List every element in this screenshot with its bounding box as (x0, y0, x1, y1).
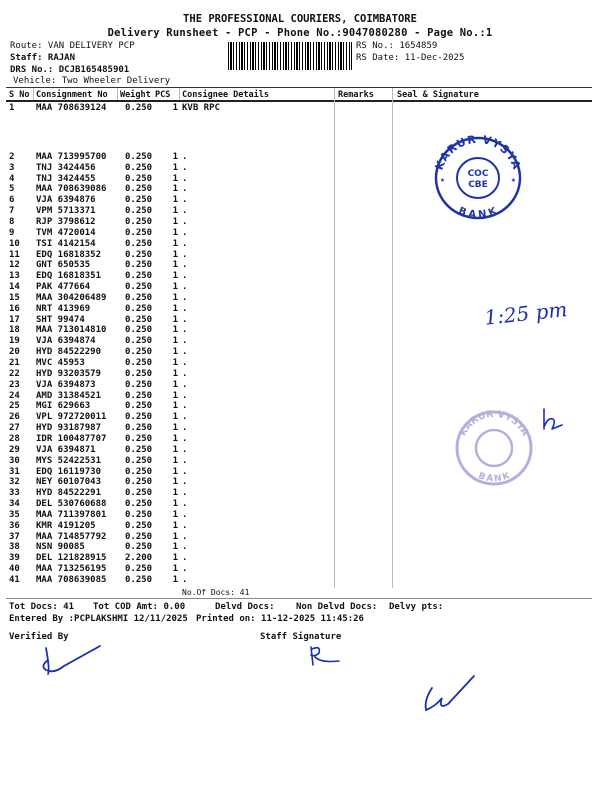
row-pcs: 1 (172, 444, 178, 455)
row-consignee: . (182, 401, 188, 412)
table-row (0, 260, 600, 270)
row-pcs: 1 (172, 477, 178, 488)
row-consignee: . (182, 433, 188, 444)
row-consignment-no: TNJ 3424455 (36, 173, 96, 184)
table-row (0, 103, 600, 113)
row-weight: 0.250 (125, 520, 153, 531)
row-sno: 39 (9, 553, 20, 564)
row-pcs: 1 (172, 564, 178, 575)
row-consignee: . (182, 531, 188, 542)
row-weight: 0.250 (125, 227, 153, 238)
row-consignment-no: VJA 6394876 (36, 195, 96, 206)
row-consignee: . (182, 195, 188, 206)
row-sno: 10 (9, 238, 20, 249)
col-sno: S No (9, 90, 30, 100)
row-consignment-no: MAA 714857792 (36, 531, 107, 542)
row-pcs: 1 (172, 379, 178, 390)
row-pcs: 1 (172, 575, 178, 585)
row-weight: 0.250 (125, 325, 153, 336)
row-consignment-no: DEL 530760688 (36, 499, 107, 510)
row-pcs: 1 (172, 249, 178, 260)
row-weight: 0.250 (125, 390, 153, 401)
row-consignee: . (182, 292, 188, 303)
row-weight: 0.250 (125, 358, 153, 368)
row-sno: 6 (9, 195, 15, 206)
staff-label: Staff: RAJAN (10, 53, 76, 63)
stamp-star-icon: ★ (511, 175, 516, 184)
row-weight: 0.250 (125, 249, 153, 260)
row-consignment-no: VPM 5713371 (36, 206, 96, 217)
no-of-docs: No.Of Docs: 41 (182, 588, 250, 597)
table-row (0, 358, 600, 368)
table-top-rule (6, 87, 592, 88)
row-consignment-no: MYS 52422531 (36, 455, 102, 466)
company-title: THE PROFESSIONAL COURIERS, COIMBATORE (183, 13, 417, 25)
row-pcs: 1 (172, 216, 178, 227)
row-consignee: . (182, 173, 188, 184)
row-consignee: . (182, 184, 188, 195)
row-consignment-no: TSI 4142154 (36, 238, 96, 249)
table-row (0, 499, 600, 509)
row-weight: 0.250 (125, 184, 153, 195)
stamp-bottom-text: BANK (476, 471, 512, 485)
row-sno: 15 (9, 292, 20, 303)
row-sno: 35 (9, 509, 20, 520)
row-pcs: 1 (172, 303, 178, 314)
row-sno: 17 (9, 314, 20, 325)
row-consignee: . (182, 325, 188, 336)
handwritten-time (480, 290, 580, 330)
row-consignee: . (182, 227, 188, 238)
row-sno: 20 (9, 347, 20, 358)
row-consignment-no: MAA 713995700 (36, 151, 107, 162)
table-row (0, 553, 600, 563)
row-pcs: 1 (172, 282, 178, 293)
row-sno: 33 (9, 488, 20, 499)
row-pcs: 1 (172, 423, 178, 434)
table-header (0, 90, 600, 100)
row-pcs: 1 (172, 151, 178, 162)
row-consignee: . (182, 564, 188, 575)
row-weight: 0.250 (125, 401, 153, 412)
row-pcs: 1 (172, 260, 178, 271)
row-sno: 28 (9, 433, 20, 444)
row-sno: 5 (9, 184, 15, 195)
row-consignee: . (182, 162, 188, 173)
row-sno: 21 (9, 358, 20, 368)
stamp-top-text: KARUR VYSYA (457, 408, 531, 438)
col-divider (117, 88, 118, 100)
row-consignment-no: MAA 708639085 (36, 575, 107, 585)
row-consignee: . (182, 260, 188, 271)
row-weight: 0.250 (125, 303, 153, 314)
row-sno: 36 (9, 520, 20, 531)
row-weight: 0.250 (125, 455, 153, 466)
table-row (0, 575, 600, 585)
tot-docs: Tot Docs: 41 (9, 602, 75, 612)
row-weight: 0.250 (125, 433, 153, 444)
row-sno: 23 (9, 379, 20, 390)
row-pcs: 1 (172, 173, 178, 184)
row-weight: 0.250 (125, 260, 153, 271)
col-pcs: PCS (155, 90, 171, 100)
row-weight: 0.250 (125, 173, 153, 184)
row-pcs: 1 (172, 509, 178, 520)
row-consignee: . (182, 553, 188, 564)
stamp-star-icon: ★ (440, 175, 445, 184)
row-pcs: 1 (172, 412, 178, 423)
row-consignment-no: EDQ 16818352 (36, 249, 102, 260)
row-sno: 11 (9, 249, 20, 260)
row-consignee: . (182, 358, 188, 368)
row-consignee: . (182, 466, 188, 477)
row-pcs: 1 (172, 162, 178, 173)
row-sno: 22 (9, 368, 20, 379)
row-consignee: . (182, 412, 188, 423)
route-label: Route: VAN DELIVERY PCP (10, 41, 135, 51)
row-weight: 0.250 (125, 477, 153, 488)
row-consignee: . (182, 575, 188, 585)
bank-stamp-faint (450, 405, 538, 491)
row-consignment-no: TVM 4720014 (36, 227, 96, 238)
barcode (228, 42, 352, 70)
row-consignee: . (182, 509, 188, 520)
row-consignment-no: PAK 477664 (36, 282, 91, 293)
row-consignment-no: HYD 84522290 (36, 347, 102, 358)
row-weight: 0.250 (125, 216, 153, 227)
row-consignee: . (182, 151, 188, 162)
row-consignee: . (182, 379, 188, 390)
row-consignment-no: DEL 121828915 (36, 553, 107, 564)
row-sno: 12 (9, 260, 20, 271)
row-consignee: . (182, 206, 188, 217)
table-row (0, 250, 600, 260)
row-consignee: . (182, 216, 188, 227)
row-pcs: 1 (172, 325, 178, 336)
staff-signature-label: Staff Signature (260, 632, 342, 642)
row-weight: 0.250 (125, 466, 153, 477)
col-consignee: Consignee Details (182, 90, 269, 100)
row-consignment-no: HYD 93203579 (36, 368, 102, 379)
table-row (0, 510, 600, 520)
svg-text:1:25 pm: 1:25 pm (483, 297, 569, 330)
row-consignment-no: VPL 972720011 (36, 412, 107, 423)
rs-date: RS Date: 11-Dec-2025 (356, 53, 465, 63)
row-pcs: 1 (172, 314, 178, 325)
table-row (0, 369, 600, 379)
row-consignee: . (182, 455, 188, 466)
col-divider (33, 88, 34, 100)
row-pcs: 1 (172, 195, 178, 206)
row-pcs: 1 (172, 455, 178, 466)
vehicle-label: Vehicle: Two Wheeler Delivery (13, 76, 171, 86)
row-sno: 31 (9, 466, 20, 477)
row-consignment-no: EDQ 16818351 (36, 271, 102, 282)
row-consignment-no: MAA 708639086 (36, 184, 107, 195)
row-sno: 38 (9, 542, 20, 553)
row-sno: 13 (9, 271, 20, 282)
row-consignee: . (182, 271, 188, 282)
row-weight: 0.250 (125, 292, 153, 303)
row-weight: 0.250 (125, 379, 153, 390)
svg-text:KARUR VYSYA (457, 409, 531, 439)
row-pcs: 1 (172, 499, 178, 510)
row-sno: 3 (9, 162, 15, 173)
row-consignee: . (182, 303, 188, 314)
non-delvd-docs: Non Delvd Docs: (296, 602, 378, 612)
row-sno: 27 (9, 423, 20, 434)
row-pcs: 1 (172, 390, 178, 401)
col-consignment: Consignment No (36, 90, 108, 100)
row-consignee: . (182, 477, 188, 488)
row-sno: 26 (9, 412, 20, 423)
table-row (0, 347, 600, 357)
row-consignment-no: MAA 713014810 (36, 325, 107, 336)
handwritten-initial (538, 405, 568, 435)
table-row (0, 380, 600, 390)
row-weight: 0.250 (125, 412, 153, 423)
row-weight: 0.250 (125, 347, 153, 358)
row-weight: 0.250 (125, 368, 153, 379)
row-consignee: . (182, 390, 188, 401)
row-consignee: . (182, 488, 188, 499)
row-consignment-no: HYD 84522291 (36, 488, 102, 499)
row-consignee: . (182, 368, 188, 379)
table-row (0, 217, 600, 227)
row-consignment-no: AMD 31384521 (36, 390, 102, 401)
row-consignment-no: GNT 650535 (36, 260, 91, 271)
staff-signature (305, 643, 345, 668)
row-pcs: 1 (172, 238, 178, 249)
row-sno: 32 (9, 477, 20, 488)
stamp-line-1: COC (467, 169, 489, 179)
row-consignee: . (182, 314, 188, 325)
row-weight: 0.250 (125, 488, 153, 499)
row-weight: 0.250 (125, 103, 153, 113)
row-consignment-no: KMR 4191205 (36, 520, 96, 531)
row-weight: 0.250 (125, 509, 153, 520)
row-sno: 1 (9, 103, 15, 113)
row-consignee: . (182, 336, 188, 347)
row-consignee: . (182, 423, 188, 434)
row-consignment-no: TNJ 3424456 (36, 162, 96, 173)
row-weight: 0.250 (125, 564, 153, 575)
table-row (0, 564, 600, 574)
table-row (0, 532, 600, 542)
row-pcs: 1 (172, 520, 178, 531)
row-pcs: 1 (172, 347, 178, 358)
table-row (0, 336, 600, 346)
row-consignment-no: VJA 6394873 (36, 379, 96, 390)
row-pcs: 1 (172, 206, 178, 217)
table-row (0, 488, 600, 498)
row-consignment-no: MGI 629663 (36, 401, 91, 412)
row-consignment-no: VJA 6394871 (36, 444, 96, 455)
row-pcs: 1 (172, 553, 178, 564)
row-pcs: 1 (172, 292, 178, 303)
row-consignment-no: NRT 413969 (36, 303, 91, 314)
row-consignee: . (182, 542, 188, 553)
row-consignment-no: MVC 45953 (36, 358, 85, 368)
row-consignment-no: VJA 6394874 (36, 336, 96, 347)
row-consignee: . (182, 444, 188, 455)
row-consignment-no: MAA 711397801 (36, 509, 107, 520)
table-row (0, 239, 600, 249)
row-pcs: 1 (172, 401, 178, 412)
row-consignment-no: HYD 93187987 (36, 423, 102, 434)
printed-on: Printed on: 11-12-2025 11:45:26 (196, 614, 364, 624)
row-sno: 16 (9, 303, 20, 314)
col-remarks: Remarks (338, 90, 374, 100)
row-sno: 25 (9, 401, 20, 412)
row-sno: 14 (9, 282, 20, 293)
row-weight: 0.250 (125, 531, 153, 542)
row-sno: 2 (9, 151, 15, 162)
row-pcs: 1 (172, 531, 178, 542)
verifier-signature (38, 640, 108, 680)
row-sno: 24 (9, 390, 20, 401)
row-sno: 37 (9, 531, 20, 542)
row-sno: 9 (9, 227, 15, 238)
table-row (0, 542, 600, 552)
row-consignee: . (182, 282, 188, 293)
bank-stamp (427, 130, 529, 222)
row-sno: 8 (9, 216, 15, 227)
stamp-bottom-text: BANK (456, 205, 500, 221)
row-pcs: 1 (172, 271, 178, 282)
row-consignment-no: IDR 100487707 (36, 433, 107, 444)
row-pcs: 1 (172, 227, 178, 238)
row-consignee: KVB RPC (182, 103, 220, 113)
col-weight: Weight (120, 90, 151, 100)
row-consignee: . (182, 520, 188, 531)
col-seal: Seal & Signature (397, 90, 479, 100)
rs-number: RS No.: 1654859 (356, 41, 438, 51)
drs-number: DRS No.: DCJB165485901 (10, 65, 130, 75)
row-pcs: 1 (172, 103, 178, 113)
row-sno: 29 (9, 444, 20, 455)
row-sno: 34 (9, 499, 20, 510)
row-consignment-no: MAA 304206489 (36, 292, 107, 303)
entered-by: Entered By :PCPLAKSHMI 12/11/2025 (9, 614, 188, 624)
row-consignment-no: EDQ 16119730 (36, 466, 102, 477)
row-weight: 0.250 (125, 282, 153, 293)
table-row (0, 228, 600, 238)
row-consignment-no: RJP 3798612 (36, 216, 96, 227)
table-header-rule (6, 100, 592, 102)
row-pcs: 1 (172, 433, 178, 444)
row-weight: 0.250 (125, 206, 153, 217)
stamp-top-text: KARUR VYSYA (432, 132, 524, 172)
table-row (0, 391, 600, 401)
row-consignment-no: MAA 713256195 (36, 564, 107, 575)
row-pcs: 1 (172, 542, 178, 553)
row-weight: 0.250 (125, 195, 153, 206)
row-pcs: 1 (172, 466, 178, 477)
table-row (0, 521, 600, 531)
runsheet-title: Delivery Runsheet - PCP - Phone No.:9047080280 - Page No.:1 (107, 27, 493, 39)
verified-by: Verified By (9, 632, 69, 642)
footer-rule (6, 598, 592, 599)
delvd-docs: Delvd Docs: (215, 602, 275, 612)
row-pcs: 1 (172, 488, 178, 499)
row-weight: 0.250 (125, 151, 153, 162)
table-row (0, 271, 600, 281)
stamp-line-2: CBE (468, 180, 488, 190)
row-pcs: 1 (172, 368, 178, 379)
row-sno: 18 (9, 325, 20, 336)
row-weight: 0.250 (125, 162, 153, 173)
row-pcs: 1 (172, 358, 178, 368)
row-consignment-no: NEY 60107043 (36, 477, 102, 488)
row-sno: 19 (9, 336, 20, 347)
row-weight: 0.250 (125, 238, 153, 249)
col-divider (179, 88, 180, 100)
row-sno: 30 (9, 455, 20, 466)
tot-cod-amt: Tot COD Amt: 0.00 (93, 602, 186, 612)
row-sno: 4 (9, 173, 15, 184)
row-consignee: . (182, 249, 188, 260)
row-pcs: 1 (172, 336, 178, 347)
row-weight: 0.250 (125, 423, 153, 434)
row-weight: 0.250 (125, 314, 153, 325)
row-weight: 0.250 (125, 575, 153, 585)
row-weight: 0.250 (125, 444, 153, 455)
row-weight: 0.250 (125, 271, 153, 282)
delvy-pts: Delvy pts: (389, 602, 444, 612)
row-weight: 2.200 (125, 553, 153, 564)
row-consignee: . (182, 347, 188, 358)
row-sno: 41 (9, 575, 20, 585)
row-pcs: 1 (172, 184, 178, 195)
row-consignment-no: NSN 90085 (36, 542, 85, 553)
row-consignment-no: SHT 99474 (36, 314, 85, 325)
row-weight: 0.250 (125, 336, 153, 347)
row-consignee: . (182, 499, 188, 510)
row-consignee: . (182, 238, 188, 249)
row-consignment-no: MAA 708639124 (36, 103, 107, 113)
row-weight: 0.250 (125, 542, 153, 553)
row-sno: 40 (9, 564, 20, 575)
row-weight: 0.250 (125, 499, 153, 510)
row-sno: 7 (9, 206, 15, 217)
receiver-signature (418, 670, 478, 715)
